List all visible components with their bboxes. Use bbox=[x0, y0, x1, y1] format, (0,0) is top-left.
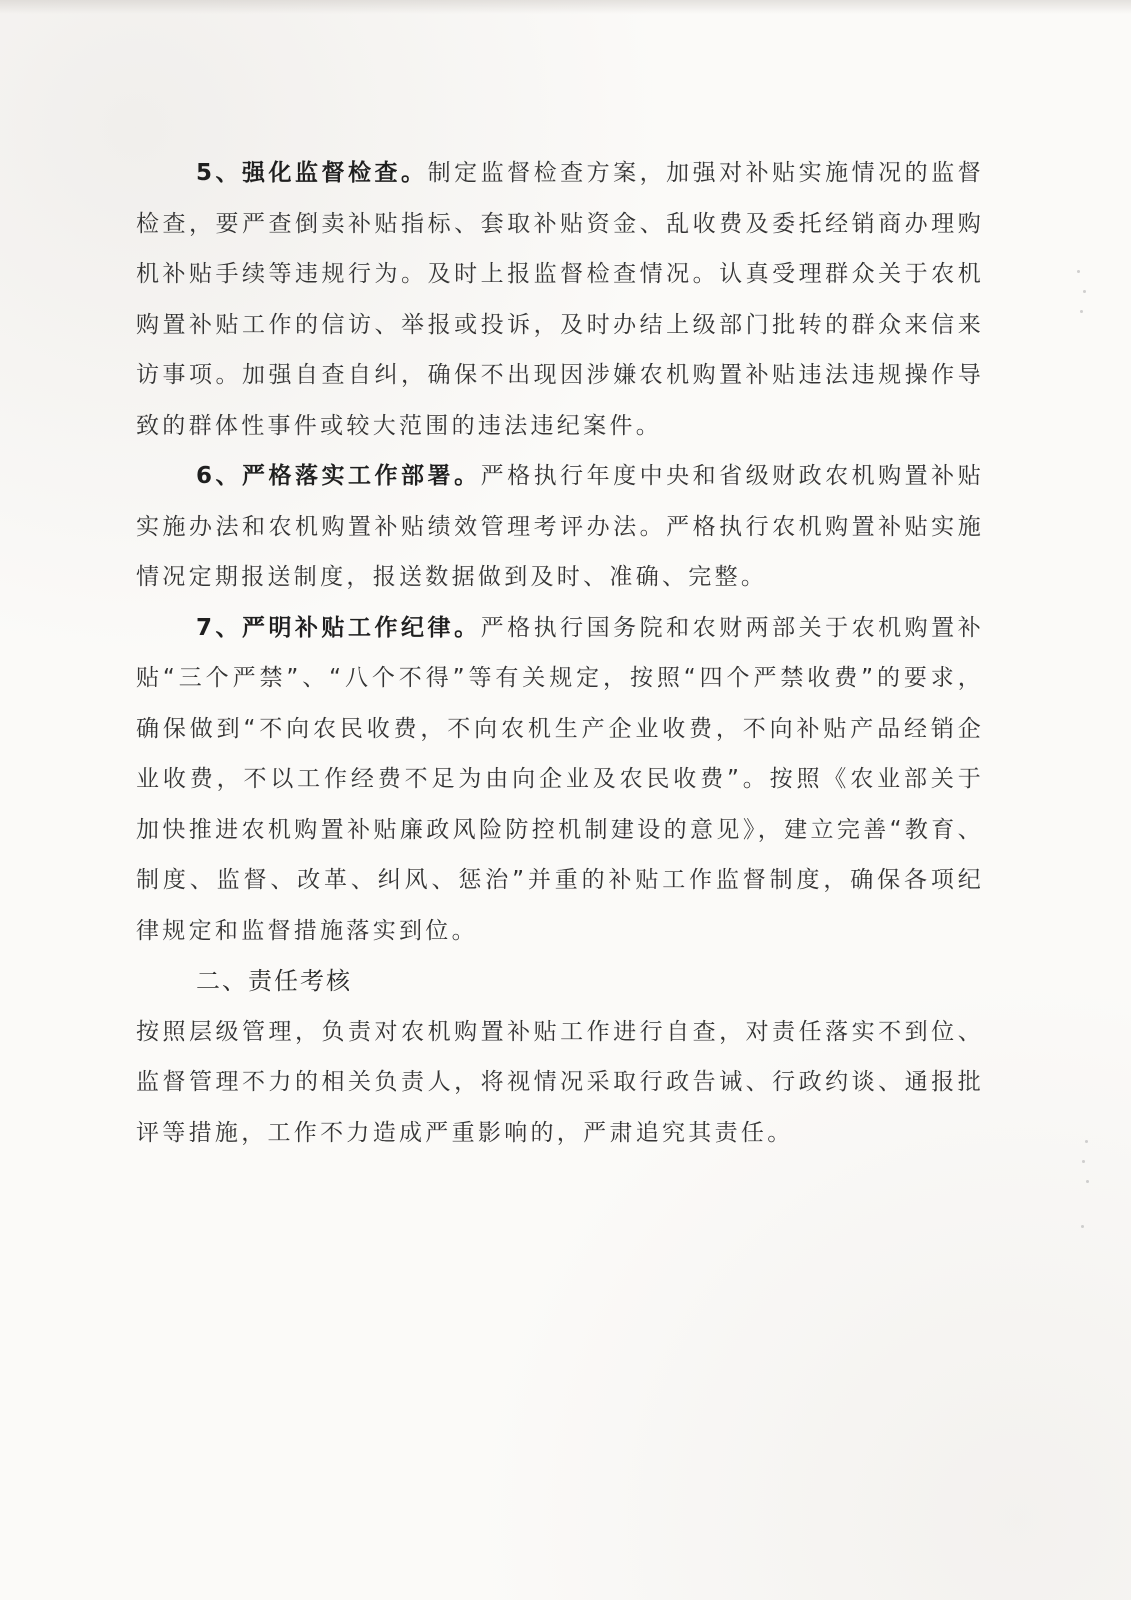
section-5-text: 制定监督检查方案，加强对补贴实施情况的监督检查，要严查倒卖补贴指标、套取补贴资金、乱收费及委托经销商办理购机补贴手续等违规行为。及时上报监督检查情况。认真受理群众关于农机购置补贴工作的信访、举报或投诉，及时办结上级部门批转的群众来信来访事项。加强自查自纠，确保不出现因涉嫌农机购置补贴违法违规操作导致的群体性事件或较大范围的违法违纪案件。 bbox=[136, 160, 984, 439]
section-6-paragraph bbox=[136, 451, 984, 603]
page-top-shadow bbox=[0, 0, 1131, 14]
section-7-paragraph bbox=[136, 603, 984, 957]
scan-speckle bbox=[1083, 290, 1086, 293]
section-5-heading: 5、强化监督检查。 bbox=[196, 160, 428, 186]
scan-speckle bbox=[1082, 1160, 1085, 1163]
scan-speckle bbox=[1081, 1225, 1084, 1228]
section-5-paragraph bbox=[136, 148, 984, 451]
scan-speckle bbox=[1086, 1180, 1089, 1183]
section-6-heading: 6、严格落实工作部署。 bbox=[196, 463, 481, 489]
section-7-heading: 7、严明补贴工作纪律。 bbox=[196, 614, 481, 641]
scan-speckle bbox=[1080, 310, 1083, 313]
responsibility-title: 二、责任考核 bbox=[196, 967, 352, 995]
scan-speckle bbox=[1085, 1140, 1088, 1143]
section-6-text: 严格执行年度中央和省级财政农机购置补贴实施办法和农机购置补贴绩效管理考评办法。严格执行农机购置补贴实施情况定期报送制度，报送数据做到及时、准确、完整。 bbox=[136, 463, 984, 590]
scan-speckle bbox=[1077, 270, 1080, 273]
responsibility-paragraph: 按照层级管理，负责对农机购置补贴工作进行自查，对责任落实不到位、监督管理不力的相关负责人，将视情况采取行政告诫、行政约谈、通报批评等措施，工作不力造成严重影响的，严肃追究其责任。 bbox=[136, 1018, 984, 1146]
scan-speckles bbox=[1073, 270, 1093, 1290]
section-7-text: 严格执行国务院和农财两部关于农机购置补贴“三个严禁”、“八个不得”等有关规定，按照“四个严禁收费”的要求，确保做到“不向农民收费，不向农机生产企业收费，不向补贴产品经销企业收费，不以工作经费不足为由向企业及农民收费”。按照《农业部关于加快推进农机购置补贴廉政风险防控机制建设的意见》，建立完善“教育、制度、监督、改革、纠风、惩治”并重的补贴工作监督制度，确保各项纪律规定和监督措施落实到位。 bbox=[136, 614, 984, 944]
document-content bbox=[136, 148, 984, 1158]
